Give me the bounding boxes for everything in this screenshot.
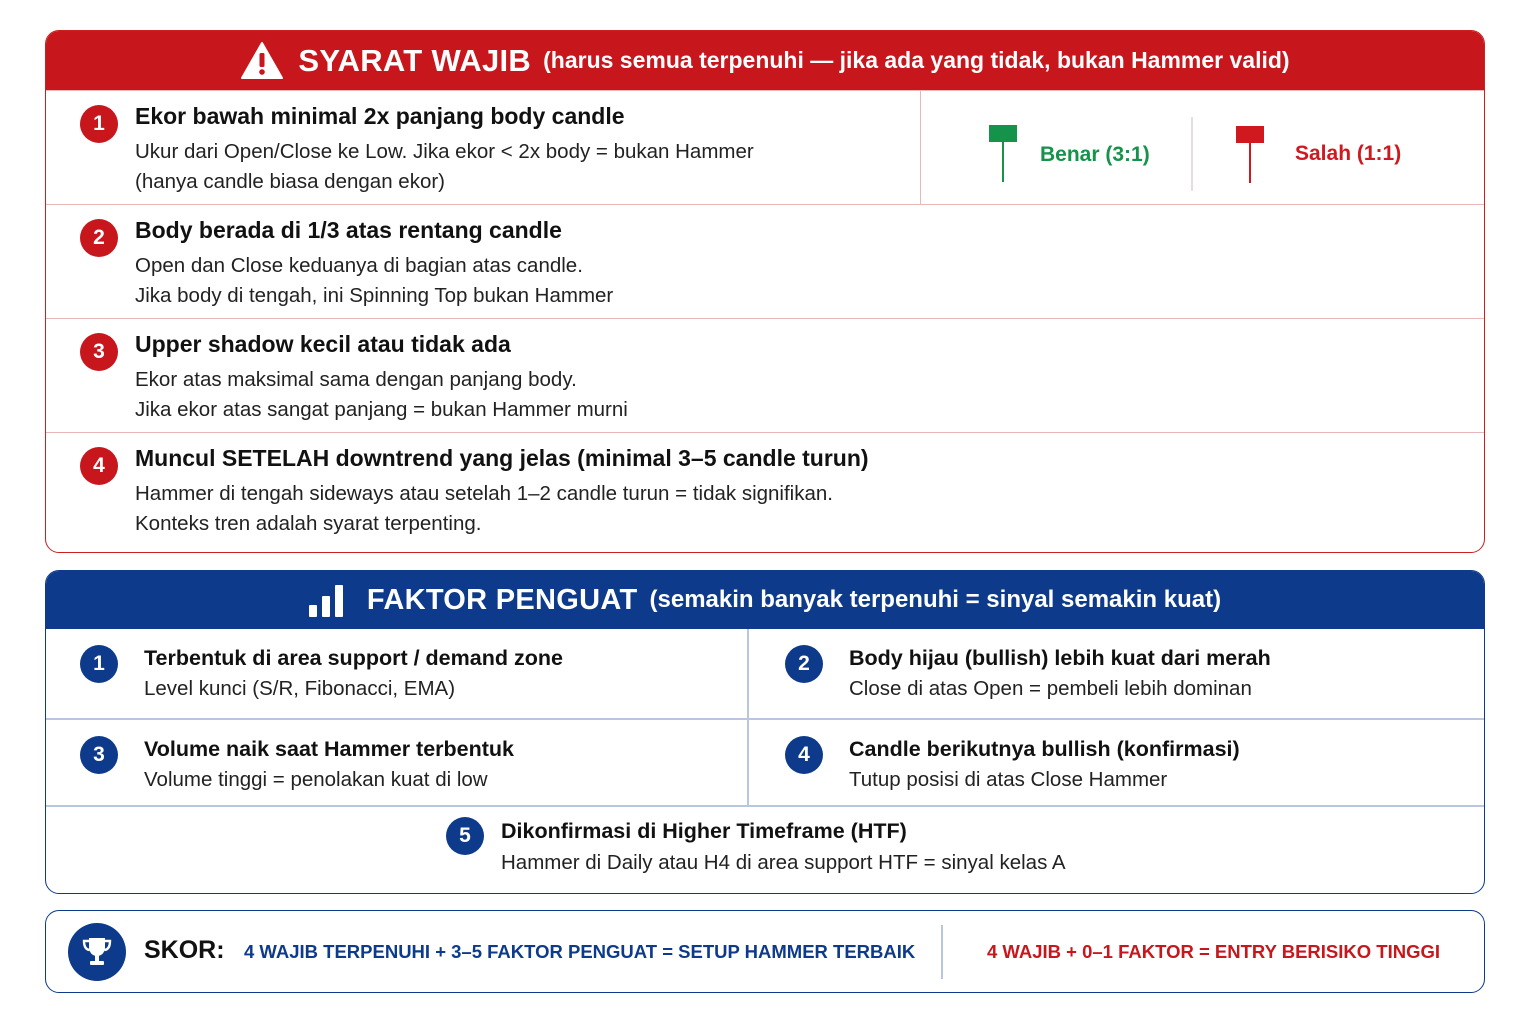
bar-chart-icon bbox=[309, 583, 345, 617]
wajib-item-desc-line1: Hammer di tengah sideways atau setelah 1–2 candle turun = tidak signifikan. bbox=[135, 482, 833, 505]
faktor-number-badge: 3 bbox=[80, 736, 118, 774]
wajib-item-desc bbox=[135, 251, 613, 310]
wajib-number-badge: 1 bbox=[80, 105, 118, 143]
wajib-item-desc-line2: (hanya candle biasa dengan ekor) bbox=[135, 169, 445, 193]
faktor-item-title: Candle berikutnya bullish (konfirmasi) bbox=[849, 737, 1240, 761]
trophy-icon bbox=[80, 935, 114, 969]
faktor-item-title: Body hijau (bullish) lebih kuat dari merah bbox=[849, 646, 1271, 670]
faktor-item-title: Volume naik saat Hammer terbentuk bbox=[144, 737, 515, 761]
warning-icon bbox=[240, 41, 284, 81]
faktor-number-badge: 4 bbox=[785, 736, 823, 774]
wajib-item-desc bbox=[135, 137, 754, 196]
faktor-penguat-panel bbox=[45, 570, 1485, 894]
trophy-badge bbox=[68, 923, 126, 981]
faktor-number-badge: 2 bbox=[785, 645, 823, 683]
wajib-item-desc-line1: Open dan Close keduanya di bagian atas candle. bbox=[135, 254, 583, 277]
wajib-number-badge: 3 bbox=[80, 333, 118, 371]
wajib-item-2 bbox=[46, 204, 1484, 318]
faktor-item-3 bbox=[46, 720, 747, 806]
wajib-item-desc-line1: Ukur dari Open/Close ke Low. Jika ekor < 2x body = bukan Hammer bbox=[135, 140, 754, 163]
faktor-item-title: Terbentuk di area support / demand zone bbox=[144, 646, 563, 670]
syarat-wajib-subtitle: (harus semua terpenuhi — jika ada yang tidak, bukan Hammer valid) bbox=[543, 47, 1290, 73]
wajib-item-desc-line2: Jika body di tengah, ini Spinning Top bukan Hammer bbox=[135, 283, 614, 307]
wajib-item-4 bbox=[46, 432, 1484, 552]
faktor-item-4 bbox=[749, 720, 1485, 806]
skor-high-risk-text: 4 WAJIB + 0–1 FAKTOR = ENTRY BERISIKO TINGGI bbox=[987, 941, 1441, 962]
candle-divider bbox=[1191, 117, 1193, 191]
faktor-item-5 bbox=[446, 807, 1346, 893]
faktor-item-title: Dikonfirmasi di Higher Timeframe (HTF) bbox=[501, 819, 907, 843]
syarat-wajib-title: SYARAT WAJIB bbox=[298, 42, 532, 78]
faktor-penguat-subtitle: (semakin banyak terpenuhi = sinyal semakin kuat) bbox=[649, 586, 1222, 613]
wajib-item-title: Ekor bawah minimal 2x panjang body candle bbox=[135, 103, 625, 129]
wajib-item-desc-line2: Konteks tren adalah syarat terpenting. bbox=[135, 511, 482, 535]
wajib-item-desc bbox=[135, 365, 628, 424]
skor-divider bbox=[941, 925, 943, 979]
skor-panel bbox=[45, 910, 1485, 993]
faktor-item-desc: Volume tinggi = penolakan kuat di low bbox=[144, 768, 488, 791]
skor-best-setup-text: 4 WAJIB TERPENUHI + 3–5 FAKTOR PENGUAT = SETUP HAMMER TERBAIK bbox=[244, 941, 916, 962]
faktor-item-desc: Tutup posisi di atas Close Hammer bbox=[849, 768, 1168, 791]
wajib-number-badge: 2 bbox=[80, 219, 118, 257]
faktor-item-desc: Close di atas Open = pembeli lebih dominan bbox=[849, 677, 1252, 700]
wajib-number-badge: 4 bbox=[80, 447, 118, 485]
wajib-item-title: Muncul SETELAH downtrend yang jelas (minimal 3–5 candle turun) bbox=[135, 445, 869, 471]
faktor-penguat-header bbox=[46, 571, 1484, 629]
faktor-penguat-title: FAKTOR PENGUAT bbox=[366, 583, 638, 616]
wajib-item-desc-line2: Jika ekor atas sangat panjang = bukan Hammer murni bbox=[135, 397, 628, 421]
wrong-example-label: Salah (1:1) bbox=[1295, 142, 1402, 165]
wajib-item-title: Upper shadow kecil atau tidak ada bbox=[135, 331, 511, 357]
faktor-item-desc: Level kunci (S/R, Fibonacci, EMA) bbox=[144, 677, 456, 700]
wajib-item-desc bbox=[135, 479, 833, 538]
correct-example-label: Benar (3:1) bbox=[1040, 143, 1150, 166]
faktor-item-1 bbox=[46, 629, 747, 718]
syarat-wajib-panel bbox=[45, 30, 1485, 553]
candle-examples bbox=[920, 91, 1485, 204]
skor-label: SKOR: bbox=[144, 936, 225, 964]
faktor-item-2 bbox=[749, 629, 1485, 718]
wajib-item-desc-line1: Ekor atas maksimal sama dengan panjang body. bbox=[135, 368, 577, 391]
syarat-wajib-header bbox=[46, 31, 1484, 90]
wajib-item-title: Body berada di 1/3 atas rentang candle bbox=[135, 217, 562, 243]
faktor-number-badge: 5 bbox=[446, 817, 484, 855]
faktor-item-desc: Hammer di Daily atau H4 di area support HTF = sinyal kelas A bbox=[501, 851, 1066, 874]
faktor-number-badge: 1 bbox=[80, 645, 118, 683]
wajib-item-3 bbox=[46, 318, 1484, 432]
wajib-item-1 bbox=[46, 90, 1484, 204]
